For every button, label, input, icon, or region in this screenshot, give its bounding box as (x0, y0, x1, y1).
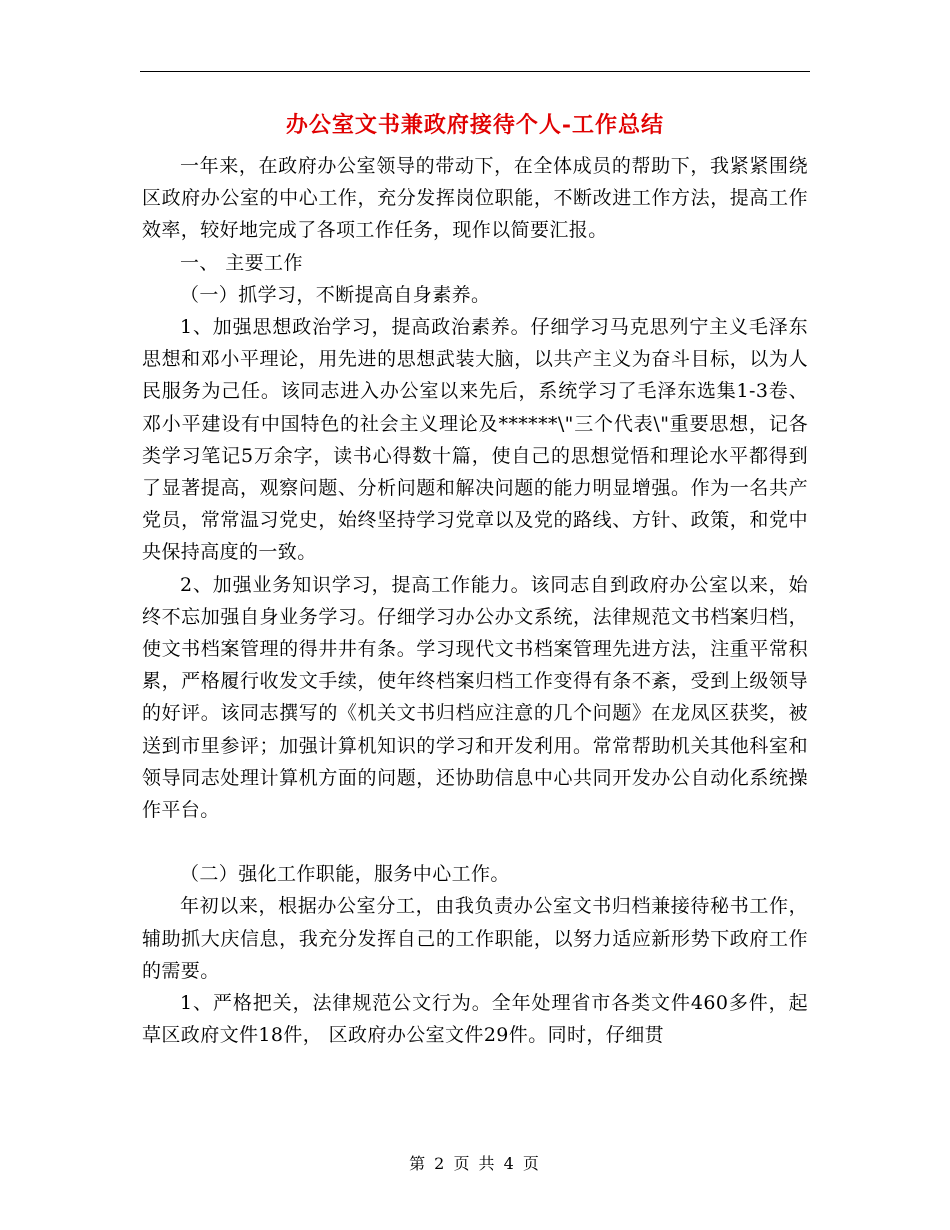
paragraph-business-study: 2、加强业务知识学习，提高工作能力。该同志自到政府办公室以来，始终不忘加强自身业务学习。仔细学习办公办文系统，法律规范文书档案归档，使文书档案管理的得井井有条。学习现代文书档案管理先进方法，注重平常积累，严格履行收发文手续，使年终档案归档工作变得有条不紊，受到上级领导的好评。该同志撰写的《机关文书归档应注意的几个问题》在龙凤区获奖，被送到市里参评；加强计算机知识的学习和开发利用。常常帮助机关其他科室和领导同志处理计算机方面的问题，还协助信息中心共同开发办公自动化系统操作平台。 (142, 573, 808, 822)
paragraph-duties: 年初以来，根据办公室分工，由我负责办公室文书归档兼接待秘书工作，辅助抓大庆信息，我充分发挥自己的工作职能，以努力适应新形势下政府工作的需要。 (142, 895, 808, 982)
section-heading-main-work: 一、 主要工作 (180, 251, 303, 274)
paragraph-documents: 1、严格把关，法律规范公文行为。全年处理省市各类文件460多件，起草区政府文件18件， 区政府办公室文件29件。同时，仔细贯 (142, 992, 808, 1047)
header-rule (140, 71, 810, 72)
page-footer: 第 2 页 共 4 页 (409, 1154, 541, 1173)
subsection-heading-study: （一）抓学习，不断提高自身素养。 (180, 283, 491, 306)
document-title: 办公室文书兼政府接待个人-工作总结 (285, 112, 665, 138)
paragraph-intro: 一年来，在政府办公室领导的带动下，在全体成员的帮助下，我紧紧围绕区政府办公室的中心工作，充分发挥岗位职能，不断改进工作方法，提高工作效率，较好地完成了各项工作任务，现作以简要汇报。 (142, 155, 808, 242)
subsection-heading-functions: （二）强化工作职能，服务中心工作。 (180, 863, 510, 886)
document-body (142, 150, 808, 1051)
paragraph-political-study: 1、加强思想政治学习，提高政治素养。仔细学习马克思列宁主义毛泽东思想和邓小平理论，用先进的思想武装大脑，以共产主义为奋斗目标，以为人民服务为己任。该同志进入办公室以来先后，系统学习了毛泽东选集1-3卷、邓小平建设有中国特色的社会主义理论及******\"三个代表\"重要思想，记各类学习笔记5万余字，读书心得数十篇，使自己的思想觉悟和理论水平都得到了显著提高，观察问题、分析问题和解决问题的能力明显增强。作为一名共产党员，常常温习党史，始终坚持学习党章以及党的路线、方针、政策，和党中央保持高度的一致。 (142, 316, 808, 564)
